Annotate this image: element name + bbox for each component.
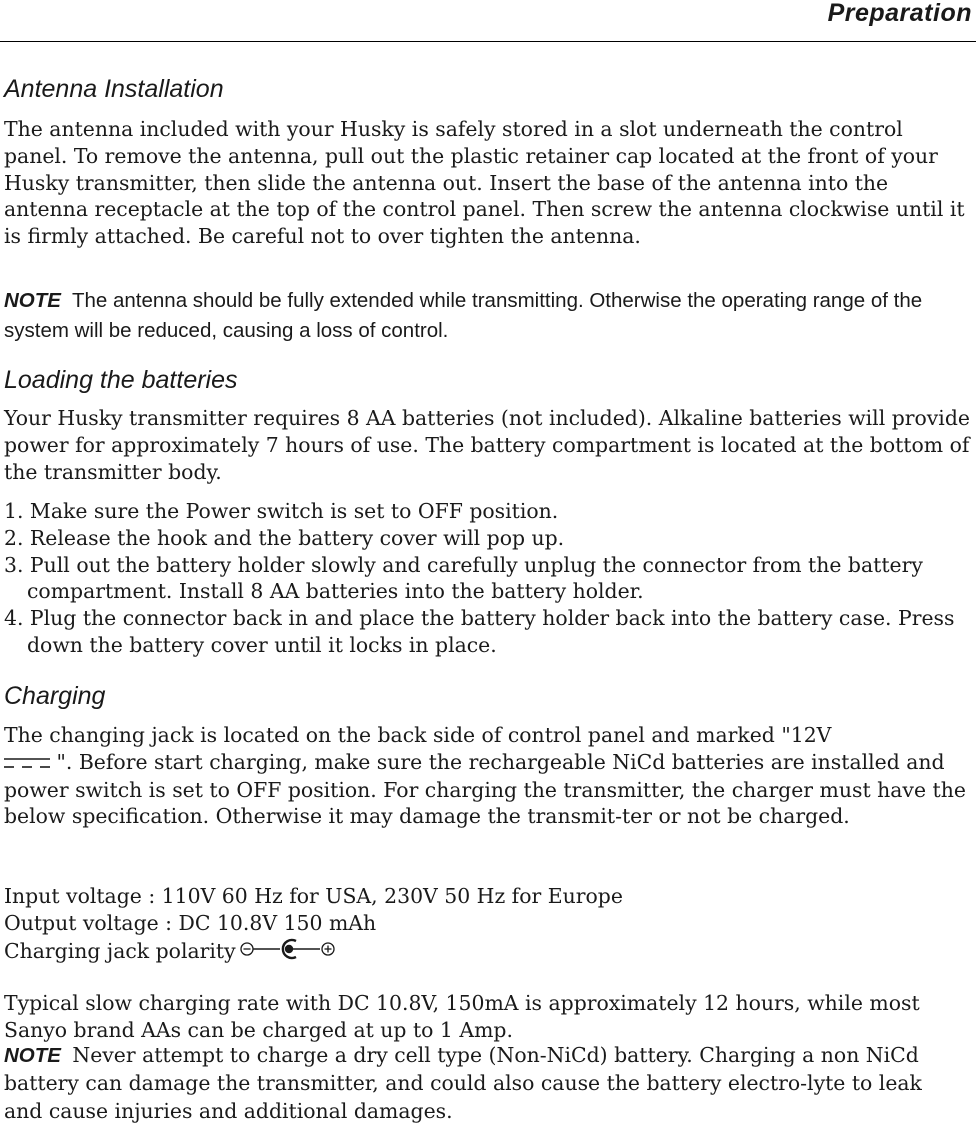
step-item: 2. Release the hook and the battery cover will pop up. [4,525,565,550]
batteries-heading: Loading the batteries [4,366,238,394]
antenna-body: The antenna included with your Husky is safely stored in a slot underneath the control panel. To remove the antenna, pull out the plastic retainer cap located at the front of your Husky transmitter, then slide the antenna out. Insert the base of the antenna into the antenna receptacle at the top of the control panel. Then screw the antenna clockwise until it is firmly attached. Be careful not to over tighten the antenna. [4,117,965,249]
charging-body [4,722,972,830]
note-label: NOTE [4,1044,61,1067]
antenna-heading: Antenna Installation [4,75,224,103]
note-label: NOTE [4,289,61,312]
dc-symbol-icon [4,750,50,777]
batteries-body: Your Husky transmitter requires 8 AA batteries (not included). Alkaline batteries will provide power for approximately 7 hours of use. The battery compartment is located at the bottom of the transmitter body. [4,406,970,484]
charging-heading: Charging [4,682,106,710]
charging-rate: Typical slow charging rate with DC 10.8V, 150mA is approximately 12 hours, while most Sanyo brand AAs can be charged at up to 1 Amp. [4,991,920,1042]
input-voltage: Input voltage : 110V 60 Hz for USA, 230V 50 Hz for Europe [4,884,623,908]
step-item: 1. Make sure the Power switch is set to OFF position. [4,499,559,523]
note-text: Never attempt to charge a dry cell type (Non-NiCd) battery. Charging a non NiCd battery can damage the transmitter, and could also cause the battery electro-lyte to leak and cause injuries and additional damages. [4,1043,922,1123]
battery-steps [4,498,972,659]
page-header [0,0,976,42]
step-item: 3. Pull out the battery holder slowly and carefully unplug the connector from the battery compartment. Install 8 AA batteries into the battery holder. [4,552,923,604]
charging-body-rest: ". Before start charging, make sure the rechargeable NiCd batteries are installed and power switch is set to OFF position. For charging the transmitter, the charger must have the below specification. Otherwise it may damage the transmit-ter or not be charged. [4,749,966,829]
antenna-note [4,286,964,346]
note-text: The antenna should be fully extended while transmitting. Otherwise the operating range of the system will be reduced, causing a loss of control. [4,289,923,342]
polarity-label: Charging jack polarity [4,938,236,963]
jack-polarity-icon [240,937,336,968]
step-item: 4. Plug the connector back in and place the battery holder back into the battery case. Press down the battery cover until it locks in place. [4,606,955,657]
section-title: Preparation [827,0,972,27]
charging-note [4,1042,964,1125]
polarity-line [4,937,336,968]
output-voltage: Output voltage : DC 10.8V 150 mAh [4,911,377,935]
charging-body-start: The changing jack is located on the back side of control panel and marked "12V [4,723,832,747]
